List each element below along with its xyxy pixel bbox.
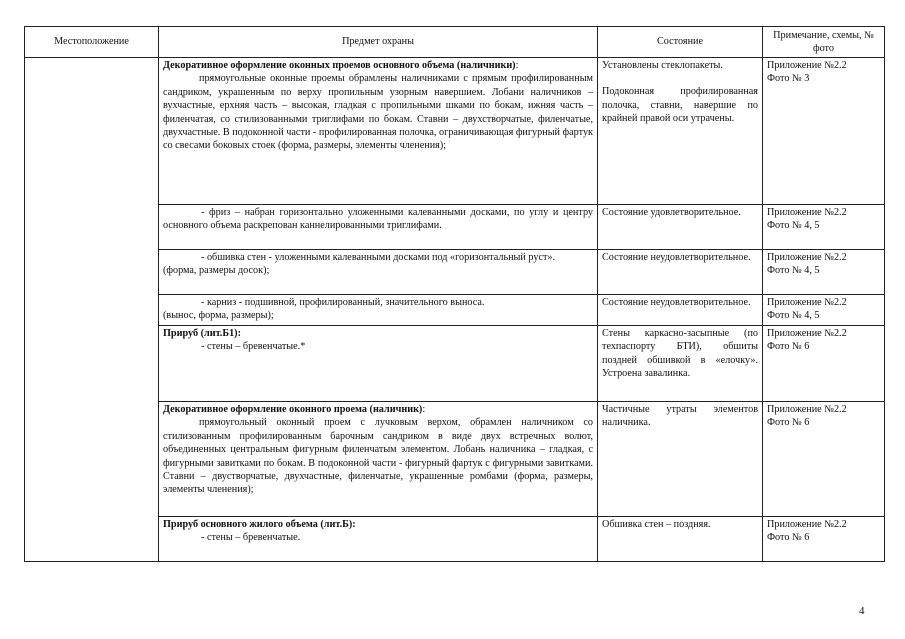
location-cell xyxy=(25,58,159,562)
subject-heading xyxy=(163,518,593,531)
subject-cell xyxy=(159,517,598,562)
note-cell xyxy=(763,402,885,517)
state-cell xyxy=(598,402,763,517)
subject-text: - стены – бревенчатые. xyxy=(201,532,301,544)
subject-text: - фриз – набран горизонтально уложенными калеванными досками, по углу и центру основного объема раскрепован каннелированными триглифами. xyxy=(163,207,593,232)
state-cell xyxy=(598,517,763,562)
state-text: Установлены стеклопакеты. xyxy=(602,60,723,71)
subject-title-suffix: : xyxy=(422,404,426,415)
subject-title: Прируб (лит.Б1): xyxy=(163,328,241,339)
state-cell xyxy=(598,295,763,326)
state-text: Состояние удовлетворительное. xyxy=(602,207,741,218)
subject-cell xyxy=(159,402,598,517)
note-photo: Фото № 4, 5 xyxy=(767,220,820,232)
note-photo: Фото № 4, 5 xyxy=(767,310,820,322)
subject-cell xyxy=(159,250,598,295)
header-location: Местоположение xyxy=(25,27,159,58)
subject-title: Декоративное оформление оконного проема (наличник) xyxy=(163,404,423,415)
state-cell xyxy=(598,250,763,295)
subject-cell xyxy=(159,58,598,205)
state-text: Состояние неудовлетворительное. xyxy=(602,252,751,263)
subject-cell xyxy=(159,326,598,402)
note-cell xyxy=(763,295,885,326)
subject-text: прямоугольный оконный проем с лучковым верхом, обрамлен наличником со стилизованным профилированным барочным сандриком в виде двух встречных волют, объединенных центральным фигурным филенчатым элементом. Лобань наличника – гладкая, с фигурными завитками по бокам. В подоконной части - фигурный фартук с фигурными завитками. Ставни – двустворчатые, двухчастные, филенчатые, украшенные ромбами (форма, размеры, элементы членения); xyxy=(163,417,593,496)
note-appendix: Приложение №2.2 xyxy=(767,207,847,218)
state-cell xyxy=(598,326,763,402)
page-number: 4 xyxy=(859,605,865,617)
header-subject: Предмет охраны xyxy=(159,27,598,58)
note-photo: Фото № 4, 5 xyxy=(767,265,820,277)
heritage-table xyxy=(24,26,885,562)
header-state: Состояние xyxy=(598,27,763,58)
state-cell xyxy=(598,205,763,250)
note-photo: Фото № 3 xyxy=(767,73,810,85)
subject-text: - карниз - подшивной, профилированный, значительного выноса. xyxy=(201,297,485,308)
note-appendix: Приложение №2.2 xyxy=(767,297,847,308)
subject-cell xyxy=(159,295,598,326)
note-photo: Фото № 6 xyxy=(767,532,810,544)
subject-text: - обшивка стен - уложенными калеванными досками под «горизонтальный руст». xyxy=(201,252,556,263)
note-photo: Фото № 6 xyxy=(767,417,810,429)
note-appendix: Приложение №2.2 xyxy=(767,519,847,530)
note-cell xyxy=(763,58,885,205)
subject-title: Декоративное оформление оконных проемов основного объема (наличники) xyxy=(163,60,516,71)
header-note: Примечание, схемы, № фото xyxy=(763,27,885,58)
subject-text-2: (форма, размеры досок); xyxy=(163,265,270,277)
state-text: Обшивка стен – поздняя. xyxy=(602,519,711,530)
subject-heading xyxy=(163,403,593,416)
note-appendix: Приложение №2.2 xyxy=(767,60,847,71)
state-text: Состояние неудовлетворительное. xyxy=(602,297,751,308)
header-row xyxy=(25,27,885,58)
state-text-2: Подоконная профилированная полочка, ставни, навершие по крайней правой оси утрачены. xyxy=(602,86,758,125)
state-text: Частичные утраты элементов наличника. xyxy=(602,404,758,429)
note-cell xyxy=(763,517,885,562)
subject-cell xyxy=(159,205,598,250)
subject-title: Прируб основного жилого объема (лит.Б): xyxy=(163,519,356,530)
note-appendix: Приложение №2.2 xyxy=(767,404,847,415)
state-text: Стены каркасно-засыпные (по техпаспорту БТИ), обшиты поздней обшивкой в «елочку». Устроена завалинка. xyxy=(602,328,758,380)
note-cell xyxy=(763,205,885,250)
note-appendix: Приложение №2.2 xyxy=(767,252,847,263)
state-cell xyxy=(598,58,763,205)
subject-title-suffix: : xyxy=(515,60,519,71)
subject-text-2: (вынос, форма, размеры); xyxy=(163,310,274,322)
subject-heading xyxy=(163,327,593,340)
subject-text: - стены – бревенчатые.* xyxy=(201,341,306,353)
note-photo: Фото № 6 xyxy=(767,341,810,353)
table-row xyxy=(25,58,885,205)
note-cell xyxy=(763,326,885,402)
note-appendix: Приложение №2.2 xyxy=(767,328,847,339)
subject-heading xyxy=(163,59,593,72)
subject-text: прямоугольные оконные проемы обрамлены наличниками с прямым профилированным сандриком, украшенным по верху пропильным узорным навершием. Лобани наличников – вухчастные, ерхняя часть – высокая, гладкая с пропильными шками по бокам, ижняя часть – филенчатая, со стилизованными триглифами по бокам. Ставни – двухстворчатые, филенчатые, двухчастные. В подоконной части - профилированная полочка, ограничивающая фигурный фартук со свесами боковых стоек (форма, размеры, элементы членения); xyxy=(163,73,593,152)
note-cell xyxy=(763,250,885,295)
